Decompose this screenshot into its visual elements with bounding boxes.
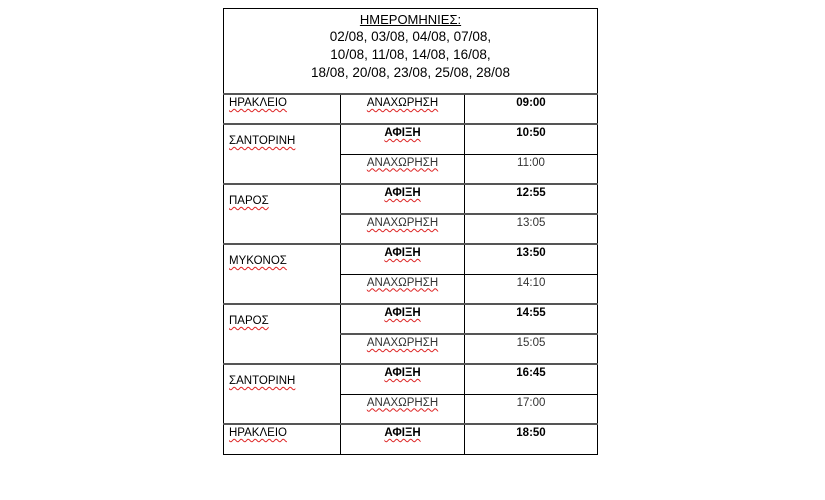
action-label: ΑΦΙΞΗ xyxy=(384,247,421,259)
action-cell xyxy=(341,124,465,154)
action-cell xyxy=(341,394,465,424)
time-value: 18:50 xyxy=(516,427,546,439)
dates-line: 02/08, 03/08, 04/08, 07/08, xyxy=(329,29,492,44)
time-cell xyxy=(465,274,598,304)
port-name: ΠΑΡΟΣ xyxy=(229,195,269,207)
dates-line: 18/08, 20/08, 23/08, 25/08, 28/08 xyxy=(311,65,510,80)
dates-title: ΗΜΕΡΟΜΗΝΙΕΣ: xyxy=(359,12,462,27)
time-cell xyxy=(465,124,598,154)
dates-line: 10/08, 11/08, 14/08, 16/08, xyxy=(330,47,491,62)
port-cell xyxy=(224,364,341,424)
action-label: ΑΦΙΞΗ xyxy=(384,367,421,379)
port-name: ΜΥΚΟΝΟΣ xyxy=(229,255,287,267)
time-cell xyxy=(465,394,598,424)
action-cell xyxy=(341,154,465,184)
action-label: ΑΝΑΧΩΡΗΣΗ xyxy=(366,97,439,109)
port-name: ΗΡΑΚΛΕΙΟ xyxy=(229,97,287,109)
time-value: 15:05 xyxy=(516,337,546,349)
port-cell xyxy=(224,304,341,364)
action-cell xyxy=(341,244,465,274)
port-name: ΣΑΝΤΟΡΙΝΗ xyxy=(229,135,296,147)
time-value: 16:45 xyxy=(516,367,546,379)
port-name: ΠΑΡΟΣ xyxy=(229,315,269,327)
table-row xyxy=(224,124,598,154)
port-cell xyxy=(224,94,341,124)
time-cell xyxy=(465,304,598,334)
action-label: ΑΝΑΧΩΡΗΣΗ xyxy=(366,156,439,169)
action-label: ΑΦΙΞΗ xyxy=(384,127,421,139)
table-row xyxy=(224,184,598,214)
action-cell xyxy=(341,184,465,214)
action-cell xyxy=(341,274,465,304)
action-label: ΑΝΑΧΩΡΗΣΗ xyxy=(366,276,439,289)
port-cell xyxy=(224,424,341,454)
port-name: ΣΑΝΤΟΡΙΝΗ xyxy=(229,375,296,387)
action-label: ΑΝΑΧΩΡΗΣΗ xyxy=(366,217,439,229)
action-label: ΑΦΙΞΗ xyxy=(384,427,421,439)
time-value: 12:55 xyxy=(516,187,546,199)
table-row xyxy=(224,244,598,274)
time-cell xyxy=(465,94,598,124)
action-label: ΑΝΑΧΩΡΗΣΗ xyxy=(366,337,439,349)
time-cell xyxy=(465,424,598,454)
time-cell xyxy=(465,244,598,274)
action-label: ΑΦΙΞΗ xyxy=(384,307,421,319)
time-value: 10:50 xyxy=(516,127,546,139)
table-row xyxy=(224,304,598,334)
table-row xyxy=(224,94,598,124)
port-name: ΗΡΑΚΛΕΙΟ xyxy=(229,427,287,439)
port-cell xyxy=(224,244,341,304)
time-value: 11:00 xyxy=(517,156,545,169)
action-cell xyxy=(341,214,465,244)
action-cell xyxy=(341,334,465,364)
schedule-table xyxy=(223,8,598,455)
port-cell xyxy=(224,184,341,244)
port-cell xyxy=(224,124,341,184)
time-value: 13:50 xyxy=(516,247,546,259)
action-cell xyxy=(341,94,465,124)
time-value: 17:00 xyxy=(516,396,546,409)
time-value: 13:05 xyxy=(516,217,546,229)
action-label: ΑΦΙΞΗ xyxy=(384,187,421,199)
action-cell xyxy=(341,364,465,394)
table-row xyxy=(224,424,598,454)
action-label: ΑΝΑΧΩΡΗΣΗ xyxy=(366,396,439,409)
table-row xyxy=(224,364,598,394)
time-cell xyxy=(465,184,598,214)
time-cell xyxy=(465,334,598,364)
dates-header xyxy=(224,9,598,95)
time-value: 14:10 xyxy=(516,276,546,289)
action-cell xyxy=(341,424,465,454)
time-cell xyxy=(465,154,598,184)
time-cell xyxy=(465,214,598,244)
action-cell xyxy=(341,304,465,334)
time-value: 14:55 xyxy=(516,307,546,319)
time-cell xyxy=(465,364,598,394)
time-value: 09:00 xyxy=(516,97,546,109)
